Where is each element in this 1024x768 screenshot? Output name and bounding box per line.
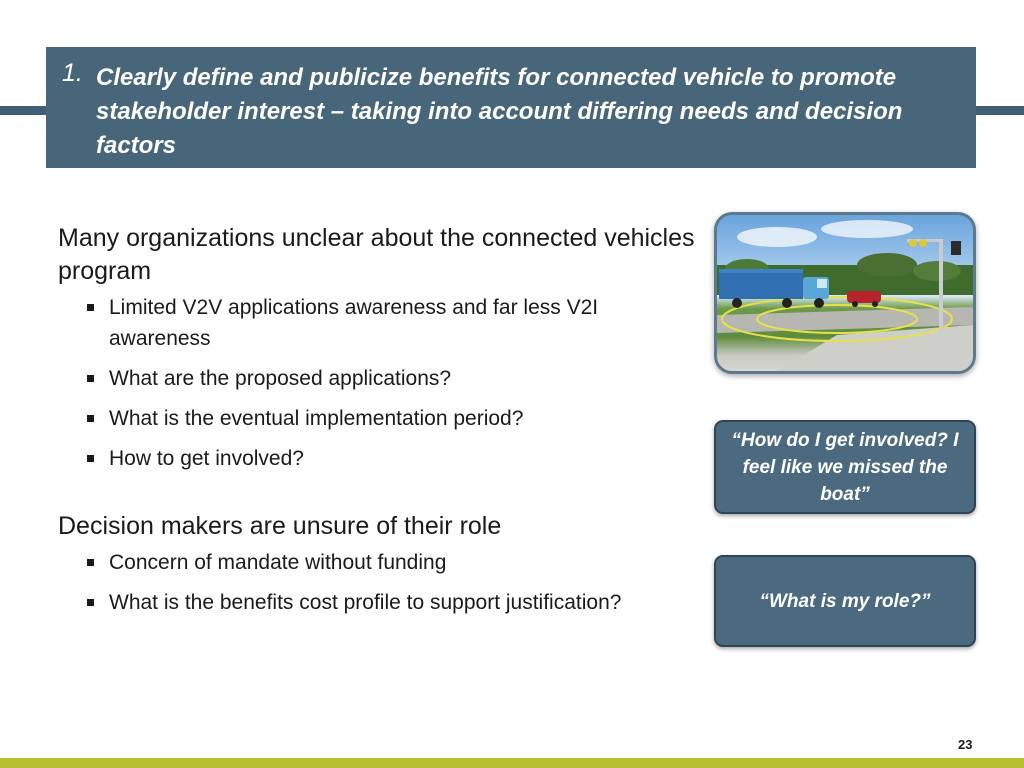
bullet-list-decision-makers bbox=[58, 547, 698, 618]
footer-accent-line bbox=[0, 758, 1024, 768]
bullet-item bbox=[58, 292, 698, 354]
bullet-marker-icon bbox=[87, 304, 94, 311]
title-band-left bbox=[0, 106, 46, 115]
intersection-scene-image bbox=[717, 215, 973, 371]
bullet-text: What is the eventual implementation period? bbox=[109, 407, 524, 430]
bullet-text: How to get involved? bbox=[109, 447, 304, 470]
bullet-text: What are the proposed applications? bbox=[109, 367, 452, 390]
bullet-text: Limited V2V applications awareness and far less V2I awareness bbox=[109, 296, 599, 350]
bullet-item bbox=[58, 547, 698, 578]
bullet-text: Concern of mandate without funding bbox=[109, 551, 447, 574]
quote-text: “How do I get involved? I feel like we missed the boat” bbox=[731, 429, 959, 505]
connected-vehicle-photo bbox=[714, 212, 976, 374]
bullet-item bbox=[58, 587, 698, 618]
title-number: 1. bbox=[62, 59, 83, 87]
bullet-marker-icon bbox=[87, 455, 94, 462]
bullet-marker-icon bbox=[87, 599, 94, 606]
bullet-list-organizations bbox=[58, 292, 698, 474]
quote-callout-get-involved bbox=[714, 420, 976, 514]
bullet-marker-icon bbox=[87, 559, 94, 566]
quote-text: “What is my role?” bbox=[759, 590, 931, 612]
bullet-marker-icon bbox=[87, 375, 94, 382]
slide-body bbox=[58, 222, 698, 627]
title-band-right bbox=[976, 106, 1024, 115]
bullet-text: What is the benefits cost profile to support justification? bbox=[109, 591, 622, 614]
bullet-marker-icon bbox=[87, 415, 94, 422]
quote-callout-my-role bbox=[714, 555, 976, 647]
page-number: 23 bbox=[958, 737, 973, 752]
bullet-item bbox=[58, 443, 698, 474]
section-heading-decision-makers: Decision makers are unsure of their role bbox=[58, 512, 502, 540]
slide-title: Clearly define and publicize benefits for connected vehicle to promote stakeholder interest – taking into account differing needs and decision factors bbox=[96, 64, 903, 159]
section-heading-organizations: Many organizations unclear about the connected vehicles program bbox=[58, 224, 695, 285]
bullet-item bbox=[58, 363, 698, 394]
bullet-item bbox=[58, 403, 698, 434]
title-bar bbox=[46, 47, 976, 168]
